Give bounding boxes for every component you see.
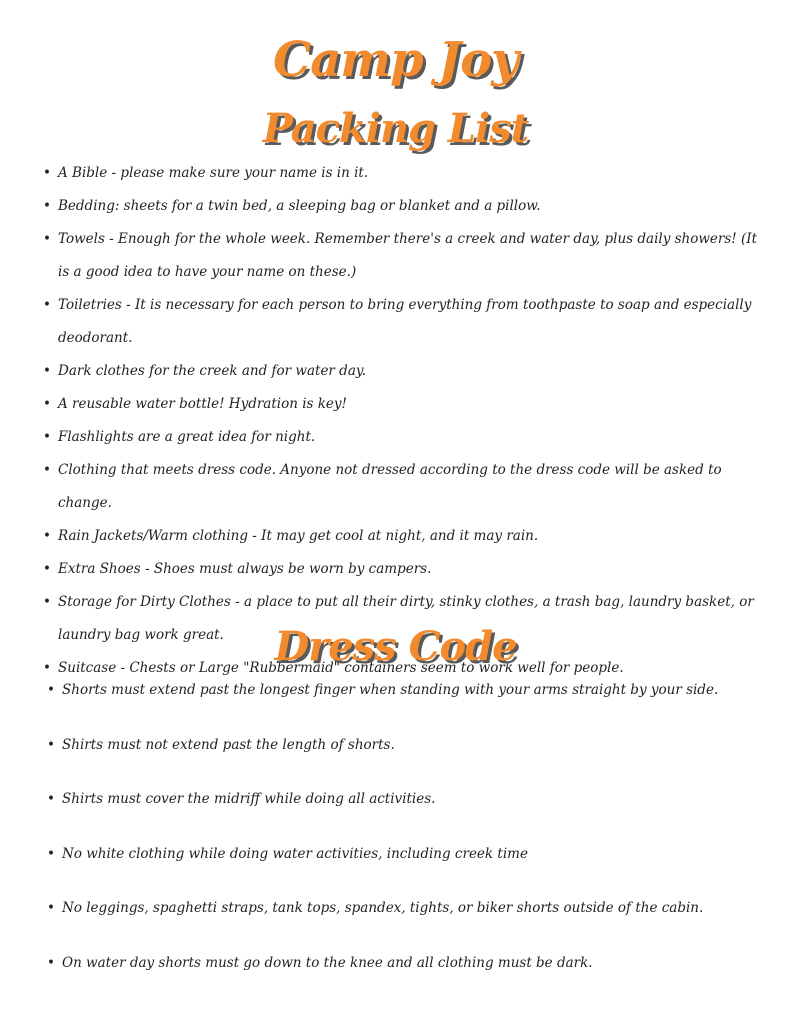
bullet-icon: • [43,231,51,247]
list-item: • Storage for Dirty Clothes - a place to put all their dirty, stinky clothes, a trash bag, laundry basket, or laundry bag work great. [58,586,770,652]
list-item: • A Bible - please make sure your name is in it. [58,157,770,190]
list-item: • Flashlights are a great idea for night. [58,421,770,454]
list-item: • Dark clothes for the creek and for water day. [58,355,770,388]
list-item: • Rain Jackets/Warm clothing - It may get cool at night, and it may rain. [58,520,770,553]
list-item: • Shirts must not extend past the length of shorts. [62,731,762,759]
bullet-icon: • [47,954,55,971]
bullet-icon: • [47,791,55,807]
list-item: • Extra Shoes - Shoes must always be worn by campers. [58,553,770,586]
dress-code-list [47,676,762,1003]
list-item: • Towels - Enough for the whole week. Remember there's a creek and water day, plus daily showers! (It is a good idea to have your name on these.) [58,223,770,289]
list-item: • Suitcase - Chests or Large "Rubbermaid" containers seem to work well for people. [58,652,770,685]
bullet-icon: • [43,165,51,181]
list-item: • Shirts must cover the midriff while doing all activities. [62,785,762,813]
page-subtitle: Packing List [262,105,529,152]
list-item: • No leggings, spaghetti straps, tank tops, spandex, tights, or biker shorts outside of the cabin. [62,894,762,922]
bullet-icon: • [43,462,51,478]
bullet-icon: • [47,845,55,862]
packing-list [43,157,770,685]
bullet-icon: • [43,363,51,379]
bullet-icon: • [43,297,51,313]
list-item: • A reusable water bottle! Hydration is key! [58,388,770,421]
list-item: • Shorts must extend past the longest finger when standing with your arms straight by your side. [62,676,762,704]
list-item: • No white clothing while doing water activities, including creek time [62,840,762,868]
bullet-icon: • [43,198,51,214]
list-item: • Clothing that meets dress code. Anyone not dressed according to the dress code will be asked to change. [58,454,770,520]
list-item: • Toiletries - It is necessary for each person to bring everything from toothpaste to soap and especially deodorant. [58,289,770,355]
bullet-icon: • [43,660,51,676]
list-item: • Bedding: sheets for a twin bed, a sleeping bag or blanket and a pillow. [58,190,770,223]
bullet-icon: • [43,561,51,577]
section-title-dress-code: Dress Code [274,623,517,670]
bullet-icon: • [47,736,55,753]
bullet-icon: • [43,429,51,445]
bullet-icon: • [43,528,51,544]
page-title: Camp Joy [273,32,518,88]
bullet-icon: • [47,900,55,916]
bullet-icon: • [43,594,51,610]
bullet-icon: • [47,682,55,698]
bullet-icon: • [43,396,51,412]
list-item: • On water day shorts must go down to the knee and all clothing must be dark. [62,949,762,977]
